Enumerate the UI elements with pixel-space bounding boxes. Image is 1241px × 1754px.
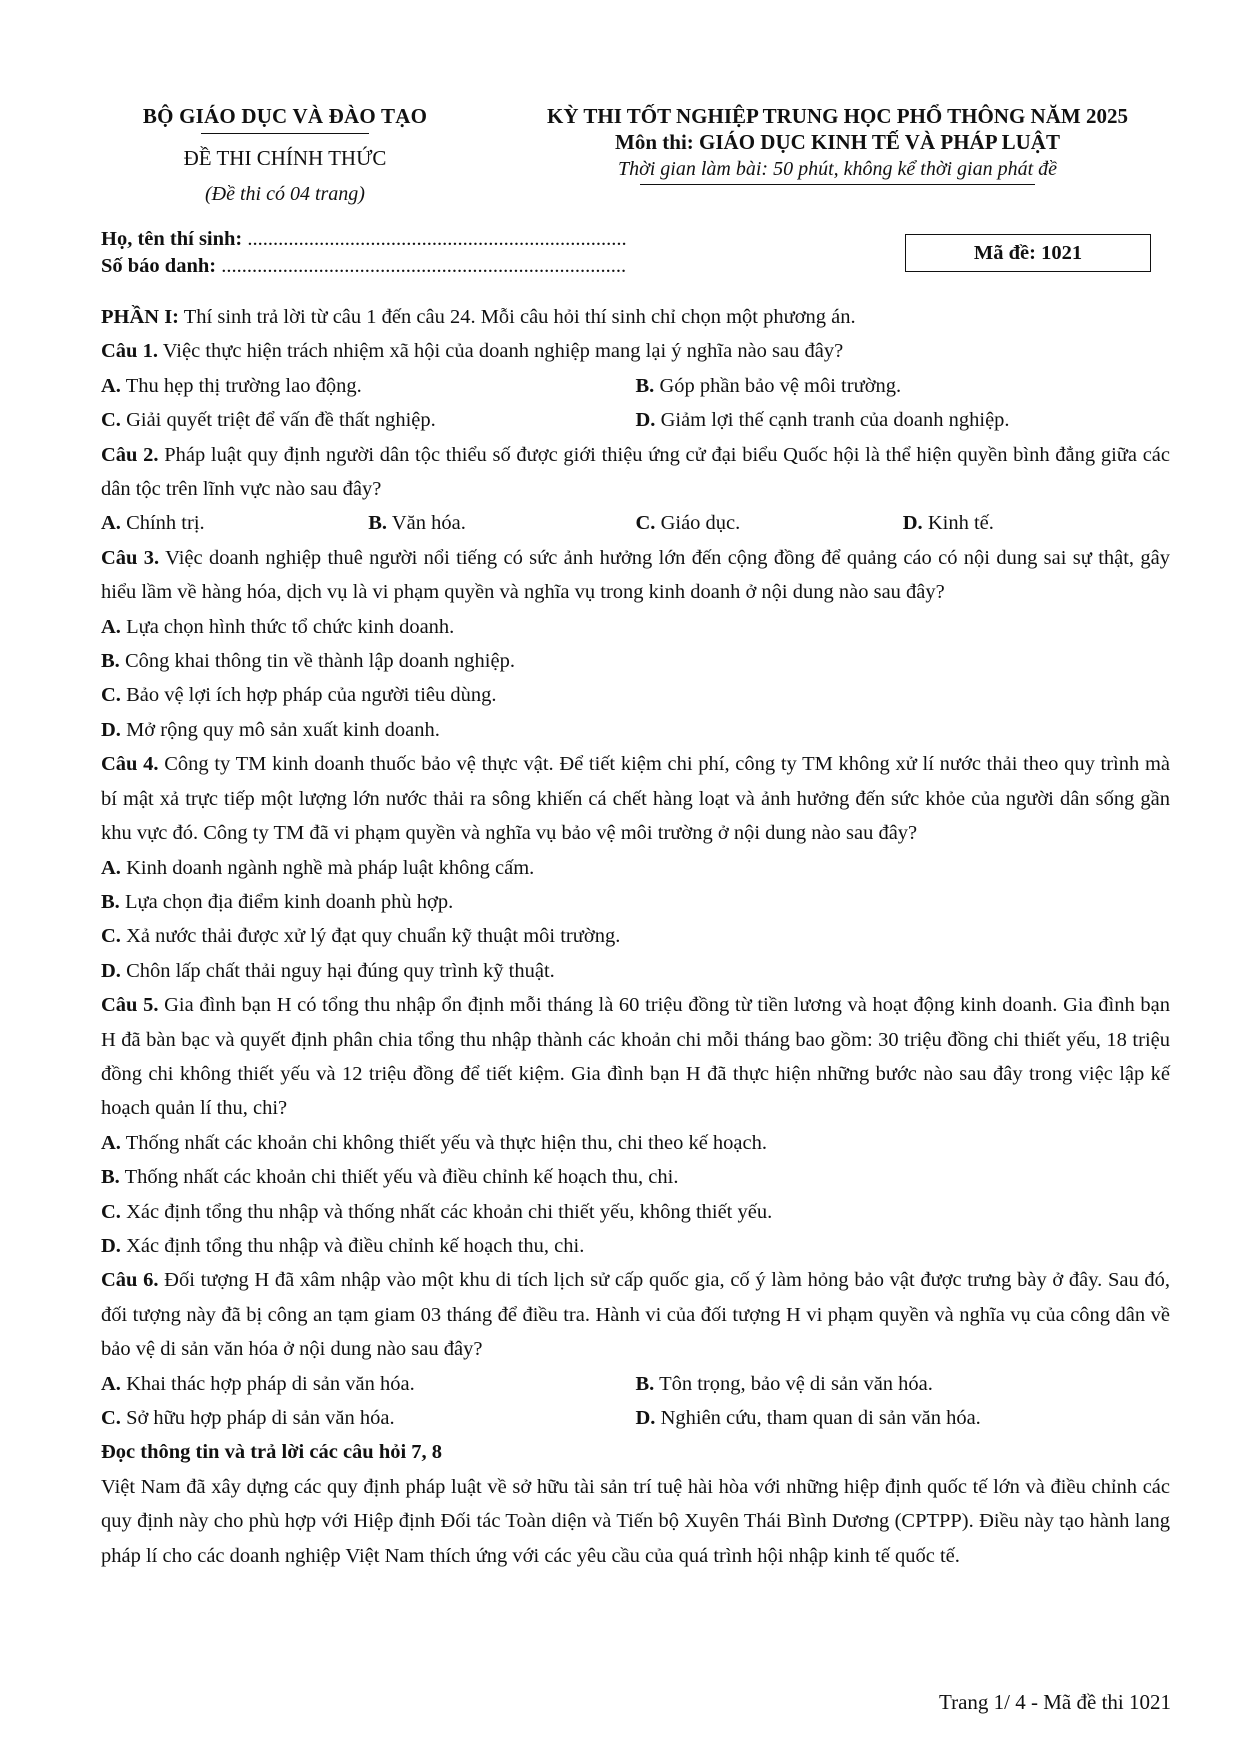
ministry-name: BỘ GIÁO DỤC VÀ ĐÀO TẠO — [142, 104, 428, 128]
candidate-name-line — [101, 226, 627, 253]
option-d: D. Kinh tế. — [902, 512, 994, 535]
option-a: A. Thu hẹp thị trường lao động. — [101, 374, 362, 397]
option-a: A. Lựa chọn hình thức tổ chức kinh doanh. — [101, 615, 455, 638]
question-text: Gia đình bạn H có tổng thu nhập ổn định mỗi tháng là 60 triệu đồng từ tiền lương và hoạt động kinh doanh. Gia đình bạn H đã bàn bạc và quyết định phân chia tổng thu nhập thành các khoản chi mỗi tháng bao gồm: 30 triệu đồng chi thiết yếu, 18 triệu đồng chi không thiết yếu và 12 triệu đồng để tiết kiệm. Gia đình bạn H đã thực hiện những bước nào sau đây trong việc lập kế hoạch quản lí thu, chi? — [101, 994, 1170, 1120]
candidate-name-label: Họ, tên thí sinh: — [101, 228, 243, 250]
reading-heading: Đọc thông tin và trả lời các câu hỏi 7, 8 — [101, 1441, 443, 1464]
duration-underline — [640, 184, 1035, 185]
exam-content — [101, 300, 1170, 1573]
exam-code-box: Mã đề: 1021 — [905, 234, 1151, 272]
question-1 — [101, 334, 1170, 368]
question-label: Câu 6. — [101, 1269, 159, 1292]
option-b: B. Thống nhất các khoản chi thiết yếu và điều chỉnh kế hoạch thu, chi. — [101, 1166, 679, 1189]
option-d: D. Chôn lấp chất thải nguy hại đúng quy trình kỹ thuật. — [101, 959, 555, 982]
question-label: Câu 5. — [101, 994, 159, 1017]
question-4 — [101, 747, 1170, 850]
question-label: Câu 1. — [101, 340, 158, 363]
question-text: Đối tượng H đã xâm nhập vào một khu di tích lịch sử cấp quốc gia, cố ý làm hỏng bảo vật được trưng bày ở đây. Sau đó, đối tượng này đã bị công an tạm giam 03 tháng để điều tra. Hành vi của đối tượng H vi phạm quyền và nghĩa vụ của công dân về bảo vệ di sản văn hóa ở nội dung nào sau đây? — [101, 1269, 1170, 1361]
option-a: A. Thống nhất các khoản chi không thiết yếu và thực hiện thu, chi theo kế hoạch. — [101, 1131, 767, 1154]
official-label: ĐỀ THI CHÍNH THỨC — [183, 146, 387, 170]
option-b: B. Công khai thông tin về thành lập doanh nghiệp. — [101, 650, 515, 673]
option-a: A. Kinh doanh ngành nghề mà pháp luật không cấm. — [101, 856, 535, 879]
question-text: Công ty TM kinh doanh thuốc bảo vệ thực vật. Để tiết kiệm chi phí, công ty TM không xử lí nước thải theo quy trình mà bí mật xả trực tiếp một lượng lớn nước thải ra sông khiến cá chết hàng loạt và ảnh hưởng đến sức khỏe của người dân sống gần khu vực đó. Công ty TM đã vi phạm quyền và nghĩa vụ bảo vệ môi trường ở nội dung nào sau đây? — [101, 753, 1170, 845]
candidate-name-blank: .......................................................................... — [242, 228, 627, 250]
ministry-underline — [201, 133, 369, 134]
part-label: PHẦN I: — [101, 306, 180, 328]
page-footer: Trang 1/ 4 - Mã đề thi 1021 — [939, 1690, 1171, 1714]
exam-duration: Thời gian làm bài: 50 phút, không kể thời gian phát đề — [617, 158, 1058, 180]
part-text: Thí sinh trả lời từ câu 1 đến câu 24. Mỗi câu hỏi thí sinh chỉ chọn một phương án. — [179, 306, 856, 328]
exam-subject: Môn thi: GIÁO DỤC KINH TẾ VÀ PHÁP LUẬT — [615, 130, 1060, 154]
question-5 — [101, 988, 1170, 1126]
options-row — [101, 506, 1170, 540]
question-6 — [101, 1263, 1170, 1366]
option-b: B. Văn hóa. — [368, 512, 466, 535]
option-c: C. Giáo dục. — [635, 512, 741, 535]
reading-passage: Việt Nam đã xây dựng các quy định pháp luật về sở hữu tài sản trí tuệ hài hòa với những hiệp định quốc tế lớn và điều chỉnh các quy định này cho phù hợp với Hiệp định Đối tác Toàn diện và Tiến bộ Xuyên Thái Bình Dương (CPTPP). Điều này tạo hành lang pháp lí cho các doanh nghiệp Việt Nam thích ứng với các yêu cầu của quá trình hội nhập kinh tế quốc tế. — [101, 1475, 1170, 1567]
candidate-info — [101, 226, 627, 280]
option-b: B. Lựa chọn địa điểm kinh doanh phù hợp. — [101, 890, 454, 913]
page-count-note: (Đề thi có 04 trang) — [205, 183, 365, 205]
option-c: C. Bảo vệ lợi ích hợp pháp của người tiêu dùng. — [101, 684, 497, 707]
question-2 — [101, 438, 1170, 507]
question-text: Pháp luật quy định người dân tộc thiểu số được giới thiệu ứng cử đại biểu Quốc hội là thể hiện quyền bình đẳng giữa các dân tộc trên lĩnh vực nào sau đây? — [101, 443, 1170, 501]
option-d: D. Mở rộng quy mô sản xuất kinh doanh. — [101, 718, 440, 741]
option-c: C. Xả nước thải được xử lý đạt quy chuẩn kỹ thuật môi trường. — [101, 925, 621, 948]
question-label: Câu 3. — [101, 546, 160, 569]
candidate-id-blank: ............................................................................... — [216, 255, 627, 277]
option-a: A. Chính trị. — [101, 512, 205, 535]
candidate-id-label: Số báo danh: — [101, 255, 217, 277]
header-left — [110, 104, 460, 206]
exam-title: KỲ THI TỐT NGHIỆP TRUNG HỌC PHỔ THÔNG NĂM 2025 — [547, 104, 1128, 128]
option-d: D. Xác định tổng thu nhập và điều chỉnh kế hoạch thu, chi. — [101, 1234, 585, 1257]
options-row — [101, 369, 1170, 403]
option-b: B. Góp phần bảo vệ môi trường. — [635, 374, 902, 397]
question-text: Việc thực hiện trách nhiệm xã hội của doanh nghiệp mang lại ý nghĩa nào sau đây? — [157, 340, 844, 363]
question-label: Câu 2. — [101, 443, 159, 466]
option-c: C. Giải quyết triệt để vấn đề thất nghiệp. — [101, 409, 436, 432]
question-text: Việc doanh nghiệp thuê người nổi tiếng có sức ảnh hưởng lớn đến cộng đồng để quảng cáo có nội dung sai sự thật, gây hiểu lầm về hàng hóa, dịch vụ là vi phạm quyền và nghĩa vụ trong kinh doanh ở nội dung nào sau đây? — [101, 546, 1170, 604]
options-row — [101, 1401, 1170, 1435]
option-b: B. Tôn trọng, bảo vệ di sản văn hóa. — [635, 1372, 933, 1395]
option-c: C. Sở hữu hợp pháp di sản văn hóa. — [101, 1407, 395, 1429]
option-c: C. Xác định tổng thu nhập và thống nhất các khoản chi thiết yếu, không thiết yếu. — [101, 1200, 773, 1223]
options-row — [101, 403, 1170, 437]
candidate-id-line — [101, 253, 627, 280]
option-d: D. Nghiên cứu, tham quan di sản văn hóa. — [635, 1407, 981, 1429]
option-a: A. Khai thác hợp pháp di sản văn hóa. — [101, 1372, 415, 1395]
question-3 — [101, 541, 1170, 610]
options-row — [101, 1367, 1170, 1401]
option-d: D. Giảm lợi thế cạnh tranh của doanh nghiệp. — [635, 409, 1010, 432]
question-label: Câu 4. — [101, 753, 159, 776]
part-instruction — [101, 300, 1170, 334]
header-right — [505, 104, 1170, 185]
